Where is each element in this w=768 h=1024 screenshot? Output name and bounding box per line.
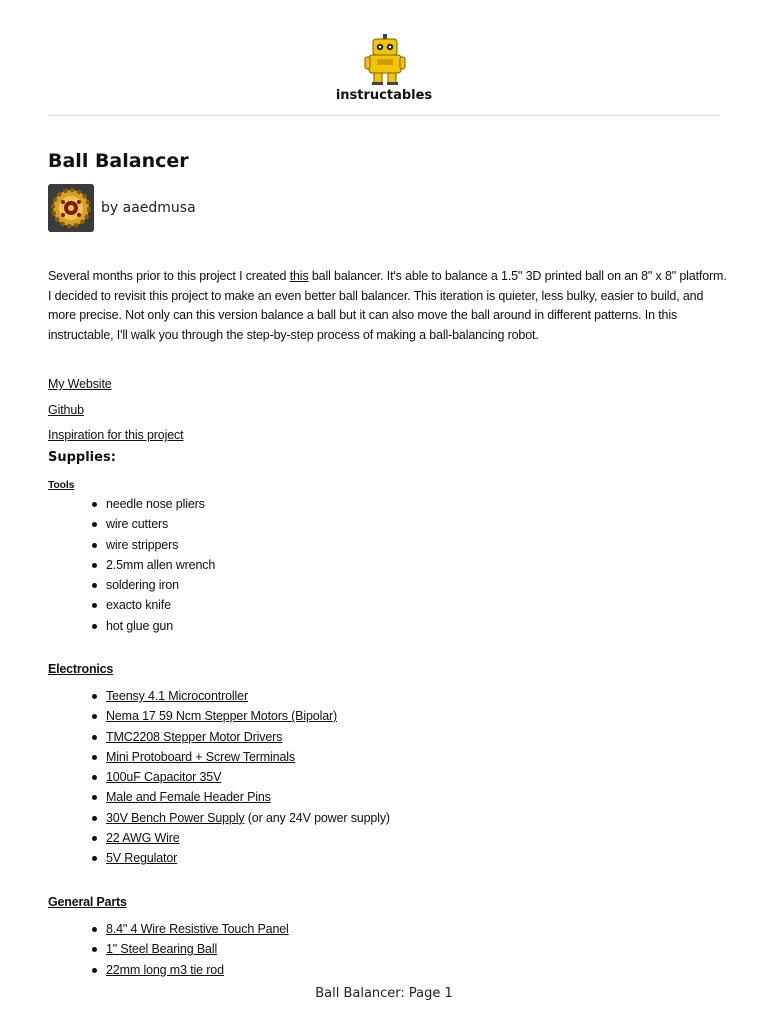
item-link[interactable]: Mini Protoboard + Screw Terminals bbox=[106, 749, 295, 764]
list-item bbox=[0, 727, 390, 747]
supplies-heading: Supplies: bbox=[48, 450, 116, 465]
author-byline bbox=[101, 200, 196, 216]
item-link[interactable]: 5V Regulator bbox=[106, 851, 178, 866]
list-item bbox=[0, 828, 390, 848]
tools-heading: Tools bbox=[48, 479, 75, 491]
list-item: exacto knife bbox=[0, 595, 215, 615]
inspiration-link[interactable]: Inspiration for this project bbox=[48, 428, 184, 442]
list-item: hot glue gun bbox=[0, 616, 215, 636]
author-block bbox=[48, 184, 196, 232]
list-item bbox=[0, 808, 390, 828]
list-item bbox=[0, 960, 289, 980]
github-link[interactable]: Github bbox=[48, 402, 84, 417]
list-item: needle nose pliers bbox=[0, 494, 215, 514]
external-links bbox=[48, 375, 183, 452]
item-link[interactable]: 1" Steel Bearing Ball bbox=[106, 942, 218, 957]
list-item: wire strippers bbox=[0, 535, 215, 555]
list-item: wire cutters bbox=[0, 514, 215, 534]
list-item bbox=[0, 848, 390, 868]
item-note: (or any 24V power supply) bbox=[244, 810, 390, 825]
item-link[interactable]: 8.4" 4 Wire Resistive Touch Panel bbox=[106, 922, 289, 936]
list-item bbox=[0, 787, 390, 807]
item-link[interactable]: Teensy 4.1 Microcontroller bbox=[106, 689, 248, 703]
list-item bbox=[0, 939, 289, 959]
intro-previous-project-link[interactable]: this bbox=[289, 269, 309, 283]
list-item bbox=[0, 747, 390, 767]
header-divider bbox=[48, 115, 720, 116]
list-item: soldering iron bbox=[0, 575, 215, 595]
list-item bbox=[0, 686, 390, 706]
intro-text-after: ball balancer. It's able to balance a 1.5" 3D printed ball on an 8" x 8" platform. I decided to revisit this project to make an even better ball balancer. This iteration is quieter, less bulky, easier to build, and more precise. Not only can this version balance a ball but it can also move the ball around in different patterns. In this instructable, I'll walk you through the step-by-step process of making a ball-balancing robot. bbox=[48, 269, 727, 342]
general-parts-heading: General Parts bbox=[48, 895, 127, 909]
item-link[interactable]: Nema 17 59 Ncm Stepper Motors (Bipolar) bbox=[106, 709, 338, 724]
electronics-heading: Electronics bbox=[48, 662, 114, 676]
item-link[interactable]: Male and Female Header Pins bbox=[106, 790, 271, 805]
item-link[interactable]: TMC2208 Stepper Motor Drivers bbox=[106, 729, 283, 744]
list-item: 2.5mm allen wrench bbox=[0, 555, 215, 575]
electronics-list bbox=[0, 686, 390, 869]
item-link[interactable]: 22mm long m3 tie rod bbox=[106, 962, 224, 977]
instructables-robot-logo-icon[interactable] bbox=[364, 34, 406, 86]
item-link[interactable]: 22 AWG Wire bbox=[106, 831, 180, 846]
intro-paragraph bbox=[48, 267, 732, 345]
page-header bbox=[0, 0, 768, 116]
author-prefix: by bbox=[101, 200, 119, 216]
intro-text-before: Several months prior to this project I created bbox=[48, 269, 290, 283]
item-link[interactable]: 100uF Capacitor 35V bbox=[106, 770, 222, 785]
brand-name[interactable]: instructables bbox=[335, 88, 433, 103]
my-website-link[interactable]: My Website bbox=[48, 377, 112, 391]
general-parts-list bbox=[0, 919, 289, 980]
author-link[interactable]: aaedmusa bbox=[122, 200, 196, 216]
list-item bbox=[0, 919, 289, 939]
author-avatar-gear-icon[interactable] bbox=[48, 184, 94, 232]
tools-list bbox=[0, 494, 215, 636]
page-title: Ball Balancer bbox=[48, 150, 189, 172]
item-link[interactable]: 30V Bench Power Supply bbox=[106, 810, 245, 825]
list-item bbox=[0, 706, 390, 726]
list-item bbox=[0, 767, 390, 787]
page-footer: Ball Balancer: Page 1 bbox=[315, 986, 453, 1001]
